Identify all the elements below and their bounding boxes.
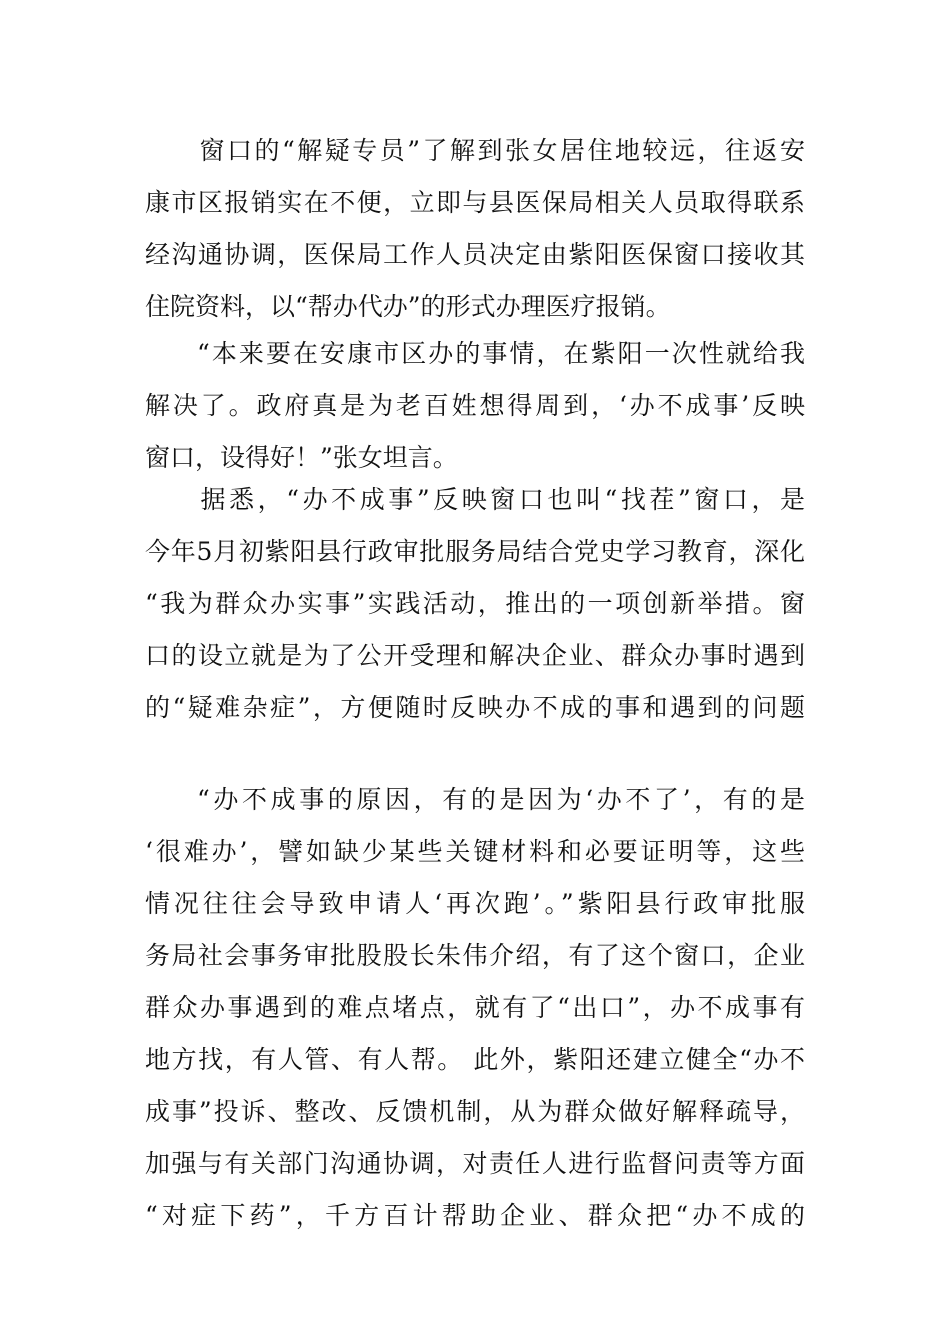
text-line: 加强与有关部门沟通协调，对责任人进行监督问责等方面: [145, 1149, 805, 1178]
paragraph-3: [145, 474, 805, 734]
text-line: 口的设立就是为了公开受理和解决企业、群众办事时遇到: [145, 641, 805, 670]
paragraph-2: [145, 328, 805, 484]
text-line: 据悉，“办不成事”反映窗口也叫“找茬”窗口，是: [197, 485, 805, 514]
text-line: 今年5月初紫阳县行政审批服务局结合党史学习教育，深化: [145, 537, 805, 566]
text-line: ‘很难办’，譬如缺少某些关键材料和必要证明等，这些: [145, 837, 805, 866]
text-line: 情况往往会导致申请人‘再次跑’。”紫阳县行政审批服: [145, 889, 805, 918]
text-line: 康市区报销实在不便，立即与县医保局相关人员取得联系: [145, 188, 805, 217]
text-line: 窗口的“解疑专员”了解到张女居住地较远，往返安: [197, 136, 805, 165]
text-line: “对症下药”，千方百计帮助企业、群众把“办不成的: [145, 1201, 805, 1230]
text-line: “办不成事的原因，有的是因为‘办不了’，有的是: [197, 785, 805, 814]
paragraph-1: [145, 125, 805, 333]
text-line: 窗口，设得好！”张女坦言。: [145, 443, 458, 472]
text-line: 住院资料，以“帮办代办”的形式办理医疗报销。: [145, 292, 671, 321]
text-line: 成事”投诉、整改、反馈机制，从为群众做好解释疏导，: [145, 1097, 805, 1126]
text-line: 地方找，有人管、有人帮。 此外，紫阳还建立健全“办不: [145, 1045, 805, 1074]
text-line: 的“疑难杂症”，方便随时反映办不成的事和遇到的问题: [145, 693, 805, 722]
text-line: “我为群众办实事”实践活动，推出的一项创新举措。窗: [145, 589, 805, 618]
text-line: 解决了。政府真是为老百姓想得周到，‘办不成事’反映: [145, 391, 805, 420]
text-line: “本来要在安康市区办的事情，在紫阳一次性就给我: [197, 339, 805, 368]
text-line: 群众办事遇到的难点堵点，就有了“出口”，办不成事有: [145, 993, 805, 1022]
text-line: 务局社会事务审批股股长朱伟介绍，有了这个窗口，企业: [145, 941, 805, 970]
text-line: 经沟通协调，医保局工作人员决定由紫阳医保窗口接收其: [145, 240, 805, 269]
paragraph-4: [145, 774, 805, 1242]
